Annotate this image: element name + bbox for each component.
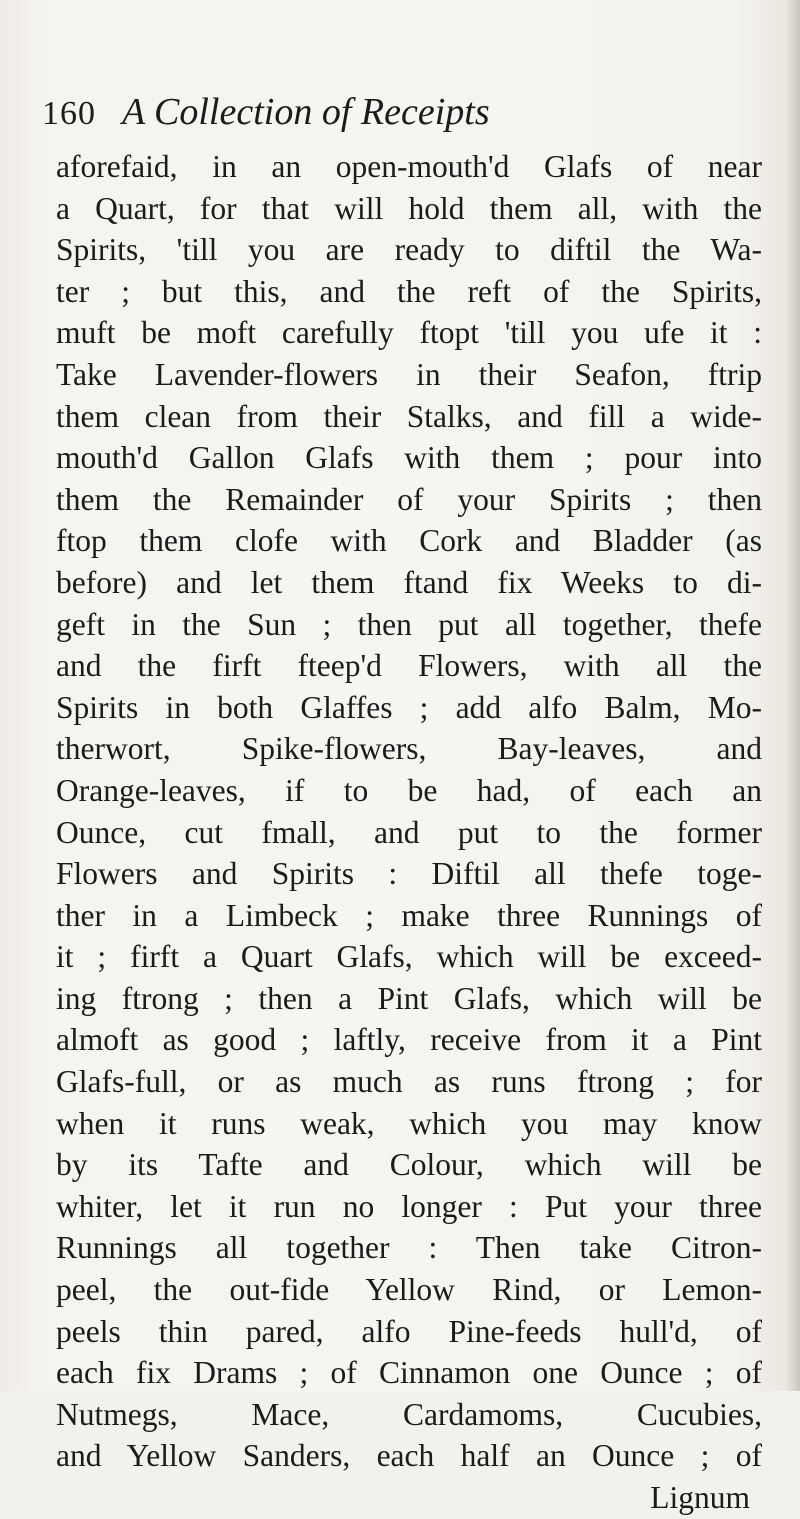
text-line: mouth'd Gallon Glafs with them ; pour into	[56, 440, 762, 476]
text-line: Nutmegs, Mace, Cardamoms, Cucubies,	[56, 1396, 762, 1432]
text-line: and the firft fteep'd Flowers, with all the	[56, 648, 762, 684]
text-line: whiter, let it run no longer : Put your three	[56, 1188, 762, 1224]
text-line: them the Remainder of your Spirits ; then	[56, 481, 762, 517]
text-line: before) and let them ftand fix Weeks to di-	[56, 564, 762, 600]
text-line: Runnings all together : Then take Citron-	[56, 1230, 762, 1266]
text-line: a Quart, for that will hold them all, with the	[56, 190, 762, 226]
page-edge-shadow	[786, 0, 800, 1391]
text-line: and Yellow Sanders, each half an Ounce ; of	[56, 1438, 762, 1474]
text-line: geft in the Sun ; then put all together, thefe	[56, 606, 762, 642]
text-line: almoft as good ; laftly, receive from it a Pint	[56, 1022, 762, 1058]
text-line: each fix Drams ; of Cinnamon one Ounce ; of	[56, 1355, 762, 1391]
body-text	[56, 146, 762, 1519]
text-line: peels thin pared, alfo Pine-feeds hull'd, of	[56, 1313, 762, 1349]
text-line: ing ftrong ; then a Pint Glafs, which will be	[56, 980, 762, 1016]
text-line: when it runs weak, which you may know	[56, 1105, 762, 1141]
text-line: aforefaid, in an open-mouth'd Glafs of near	[56, 149, 762, 184]
text-line: Flowers and Spirits : Diftil all thefe toge-	[56, 856, 762, 892]
text-line: them clean from their Stalks, and fill a wide-	[56, 398, 762, 434]
catchword: Lignum	[650, 1480, 750, 1515]
text-line: peel, the out-fide Yellow Rind, or Lemon-	[56, 1272, 762, 1308]
text-line: muft be moft carefully ftopt 'till you ufe it :	[56, 315, 762, 351]
text-line: by its Tafte and Colour, which will be	[56, 1147, 762, 1183]
text-line: ther in a Limbeck ; make three Runnings of	[56, 897, 762, 933]
text-line: ter ; but this, and the reft of the Spirits,	[56, 273, 762, 309]
page-header	[42, 90, 742, 146]
running-title: A Collection of Receipts	[122, 91, 490, 133]
text-line: ftop them clofe with Cork and Bladder (as	[56, 523, 762, 559]
text-line: Spirits, 'till you are ready to diftil the Wa-	[56, 232, 762, 268]
text-line: Take Lavender-flowers in their Seafon, ftrip	[56, 356, 762, 392]
text-line: Spirits in both Glaffes ; add alfo Balm, Mo-	[56, 689, 762, 725]
page-number: 160	[42, 95, 96, 132]
text-line: Orange-leaves, if to be had, of each an	[56, 772, 762, 808]
text-line: Ounce, cut fmall, and put to the former	[56, 814, 762, 850]
text-line: Glafs-full, or as much as runs ftrong ; for	[56, 1064, 762, 1100]
text-line: therwort, Spike-flowers, Bay-leaves, and	[56, 731, 762, 767]
text-line: it ; firft a Quart Glafs, which will be exceed-	[56, 939, 762, 975]
